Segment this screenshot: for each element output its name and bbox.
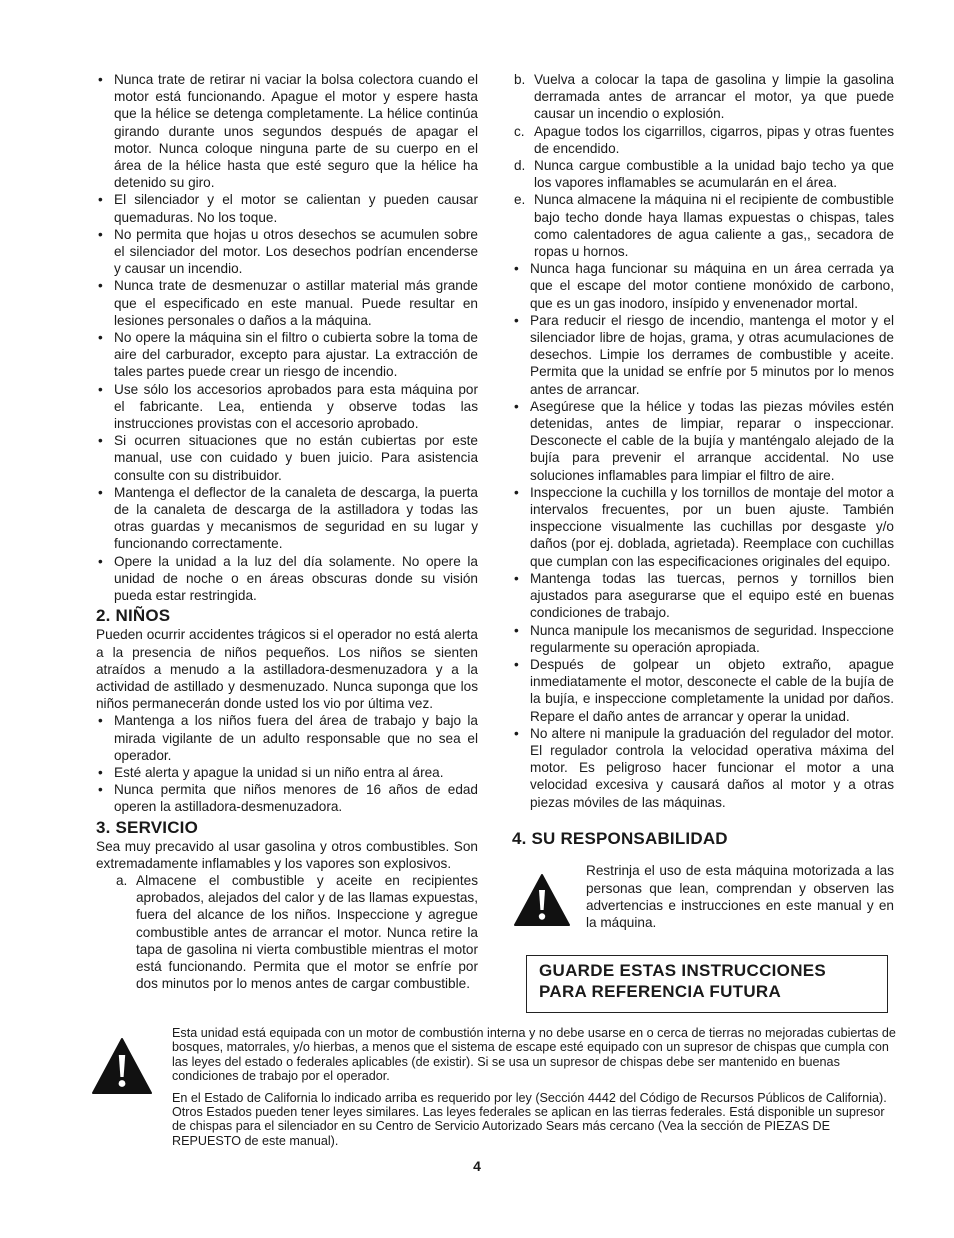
item-marker: b. xyxy=(514,72,526,87)
bullet-item: • Nunca trate de desmenuzar o astillar material más grande que el especificado en este manual. Puede resultar en lesiones personales o daños a la máquina. xyxy=(96,277,478,329)
bullet-item: • No altere ni manipule la graduación del regulador del motor. El regulador controla la velocidad operativa máxima del motor. Es peligroso hacer funcionar el motor a una velocidad excesiva y causará daños al motor y a otras piezas móviles de las máquinas. xyxy=(512,725,894,811)
item-text: Vuelva a colocar la tapa de gasolina y limpie la gasolina derramada antes de arrancar el motor, ya que puede causar un incendio o explosión. xyxy=(534,72,894,122)
bullet-item: • Después de golpear un objeto extraño, apague inmediatamente el motor, desconecte el cable de la bujía de la bujía, e inspeccione completamente la unidad por daños. Repare el daño antes de arrancar y operar la unidad. xyxy=(512,656,894,725)
item-marker: c. xyxy=(514,123,525,139)
servicio-intro: Sea muy precavido al usar gasolina y otros combustibles. Son extremadamente inflamables y los vapores son explosivos. xyxy=(96,838,478,871)
lettered-item xyxy=(512,123,894,157)
bullet-item: • Mantenga todas las tuercas, pernos y tornillos bien ajustados para asegurarse que el equipo esté en buenas condiciones de trabajo. xyxy=(512,570,894,622)
bullet-item: • Inspeccione la cuchilla y los tornillos de montaje del motor a intervalos frecuentes, por un buen ajuste. También inspeccione visualmente las cuchillas por desgaste y/o daños (por ej. doblada, agrietada). Reemplace con cuchillas que cumplan con las especificaciones originales del equipo. xyxy=(512,484,894,570)
item-marker: e. xyxy=(514,192,526,208)
safety-bullet-list xyxy=(96,71,478,604)
right-column xyxy=(512,71,894,945)
item-text: Nunca cargue combustible a la unidad bajo techo ya que los vapores inflamables se acumularán en el área. xyxy=(534,158,894,191)
bullet-item: • El silenciador y el motor se calientan y pueden causar quemaduras. No los toque. xyxy=(96,191,478,225)
bullet-item: • Esté alerta y apague la unidad si un niño entra al área. xyxy=(96,764,478,781)
bullet-item: • Asegúrese que la hélice y todas las piezas móviles estén detenidas, antes de limpiar, reparar o inspeccionar. Desconecte el cable de la bujía y manténgalo alejado de la bujía para prevenir el arranque accidental. No use soluciones inflamables para limpiar el filtro de aire. xyxy=(512,398,894,484)
lettered-item xyxy=(512,71,894,123)
bullet-item: • Use sólo los accesorios aprobados para esta máquina por el fabricante. Lea, entienda y observe todas las instrucciones provistas con el accesorio aprobado. xyxy=(96,381,478,433)
bullet-item: • Mantenga el deflector de la canaleta de descarga, la puerta de la canaleta de descarga de la astilladora y todas las otras guardas y mecanismos de seguridad en su lugar y funcionando correctamente. xyxy=(96,484,478,553)
item-text: Apague todos los cigarrillos, cigarros, pipas y otras fuentes de encendido. xyxy=(534,123,894,156)
warning-paragraph-2: En el Estado de California lo indicado arriba es requerido por ley (Sección 4442 del Código de Recursos Públicos de California). Otros Estados pueden tener leyes similares. Las leyes federales se aplican en las tierras federales. Está disponible un supresor de chispas para el silenciador en su Centro de Servicio Autorizado Sears más cercano (Vea la sección de PIEZAS DE REPUESTO de este manual). xyxy=(172,1090,887,1148)
fuel-lettered-list xyxy=(512,71,894,260)
maintenance-bullet-list xyxy=(512,260,894,811)
item-marker: a. xyxy=(116,872,128,888)
servicio-lettered-list xyxy=(114,872,478,992)
responsabilidad-block xyxy=(512,862,894,931)
lettered-item xyxy=(512,191,894,260)
spark-arrester-warning xyxy=(172,1026,896,1148)
bullet-item: • Nunca trate de retirar ni vaciar la bolsa colectora cuando el motor está funcionando. Apague el motor y espere hasta que la hélice se detenga completamente. La hélice continúa girando durante unos segundos después de apagar el motor. Nunca coloque ninguna parte de su cuerpo en el área de la hélice hasta que esté seguro que la hélice ha detenido su giro. xyxy=(96,71,478,191)
bullet-item: • Opere la unidad a la luz del día solamente. No opere la unidad de noche o en áreas obscuras donde su visión pueda estar restringida. xyxy=(96,553,478,605)
lettered-item xyxy=(114,872,478,992)
bullet-item: • Nunca haga funcionar su máquina en un área cerrada ya que el escape del motor contiene monóxido de carbono, que es un gas inodoro, insípido y envenenador mortal. xyxy=(512,260,894,312)
lettered-item xyxy=(512,157,894,191)
ninos-bullet-list xyxy=(96,712,478,815)
bullet-item: • Nunca permita que niños menores de 16 años de edad operen la astilladora-desmenuzadora. xyxy=(96,781,478,815)
warning-triangle-icon xyxy=(90,1036,154,1101)
bullet-item: • Mantenga a los niños fuera del área de trabajo y bajo la mirada vigilante de un adulto responsable que no sea el operador. xyxy=(96,712,478,764)
item-text: Nunca almacene la máquina ni el recipiente de combustible bajo techo donde haya llamas expuestas o chispas, tales como calentadores de agua caliente a gas,, secadora de ropas u hornos. xyxy=(534,192,894,260)
warning-triangle-icon xyxy=(512,872,572,932)
bullet-item: • Para reducir el riesgo de incendio, mantenga el motor y el silenciador libre de hojas, grama, y otras acumulaciones de desechos. Limpie los derrames de combustible y aceite. Permita que la unidad se enfríe por 5 minutos por lo menos antes de arrancar. xyxy=(512,312,894,398)
page-number: 4 xyxy=(473,1158,481,1174)
left-column xyxy=(96,71,478,992)
section-heading-responsabilidad: 4. SU RESPONSABILIDAD xyxy=(512,828,728,848)
bullet-item: • Si ocurren situaciones que no están cubiertas por este manual, use con cuidado y buen juicio. Para asistencia consulte con su distribuidor. xyxy=(96,432,478,484)
bullet-item: • No opere la máquina sin el filtro o cubierta sobre la toma de aire del carburador, excepto para ajustar. La extracción de tales partes puede crear un riesgo de incendio. xyxy=(96,329,478,381)
section-heading-servicio: 3. SERVICIO xyxy=(96,817,199,837)
item-marker: d. xyxy=(514,158,526,174)
notice-line-2: PARA REFERENCIA FUTURA xyxy=(539,982,782,1001)
save-instructions-notice xyxy=(526,955,888,1013)
notice-line-1: GUARDE ESTAS INSTRUCCIONES xyxy=(539,961,827,980)
ninos-intro: Pueden ocurrir accidentes trágicos si el operador no está alerta a la presencia de niños pequeños. Los niños se sienten atraídos a menudo a la astilladora-desmenuzadora y a la actividad de astillado y desmenuzado. Nunca suponga que los niños permanecerán donde usted los vio por última vez. xyxy=(96,627,478,712)
warning-paragraph-1: Esta unidad está equipada con un motor de combustión interna y no debe usarse en o cerca de tierras no mejoradas cubiertas de bosques, matorrales, y/o hierbas, a menos que el sistema de escape esté equipado con un supresor de chispas que cumpla con las leyes del estado o federales aplicables (de existir). Si se usa un supresor de chispas debe ser mantenido en buenas condiciones de trabajo por el operador. xyxy=(172,1026,896,1084)
section-heading-ninos: 2. NIÑOS xyxy=(96,606,171,626)
bullet-item: • No permita que hojas u otros desechos se acumulen sobre el silenciador del motor. Los desechos podrían encenderse y causar un incendio. xyxy=(96,226,478,278)
responsabilidad-text: Restrinja el uso de esta máquina motorizada a las personas que lean, comprendan y observen las advertencias e instrucciones en este manual y en la máquina. xyxy=(586,863,894,930)
item-text: Almacene el combustible y aceite en recipientes aprobados, alejados del calor y de las llamas expuestas, fuera del alcance de los niños. Inspeccione y agregue combustible antes de arrancar el motor. Nunca retire la tapa de gasolina ni vierta combustible mientras el motor está funcionando. Permita que el motor se enfríe por dos minutos por lo menos antes de cargar combustible. xyxy=(136,872,478,992)
bullet-item: • Nunca manipule los mecanismos de seguridad. Inspeccione regularmente su operación apropiada. xyxy=(512,622,894,656)
